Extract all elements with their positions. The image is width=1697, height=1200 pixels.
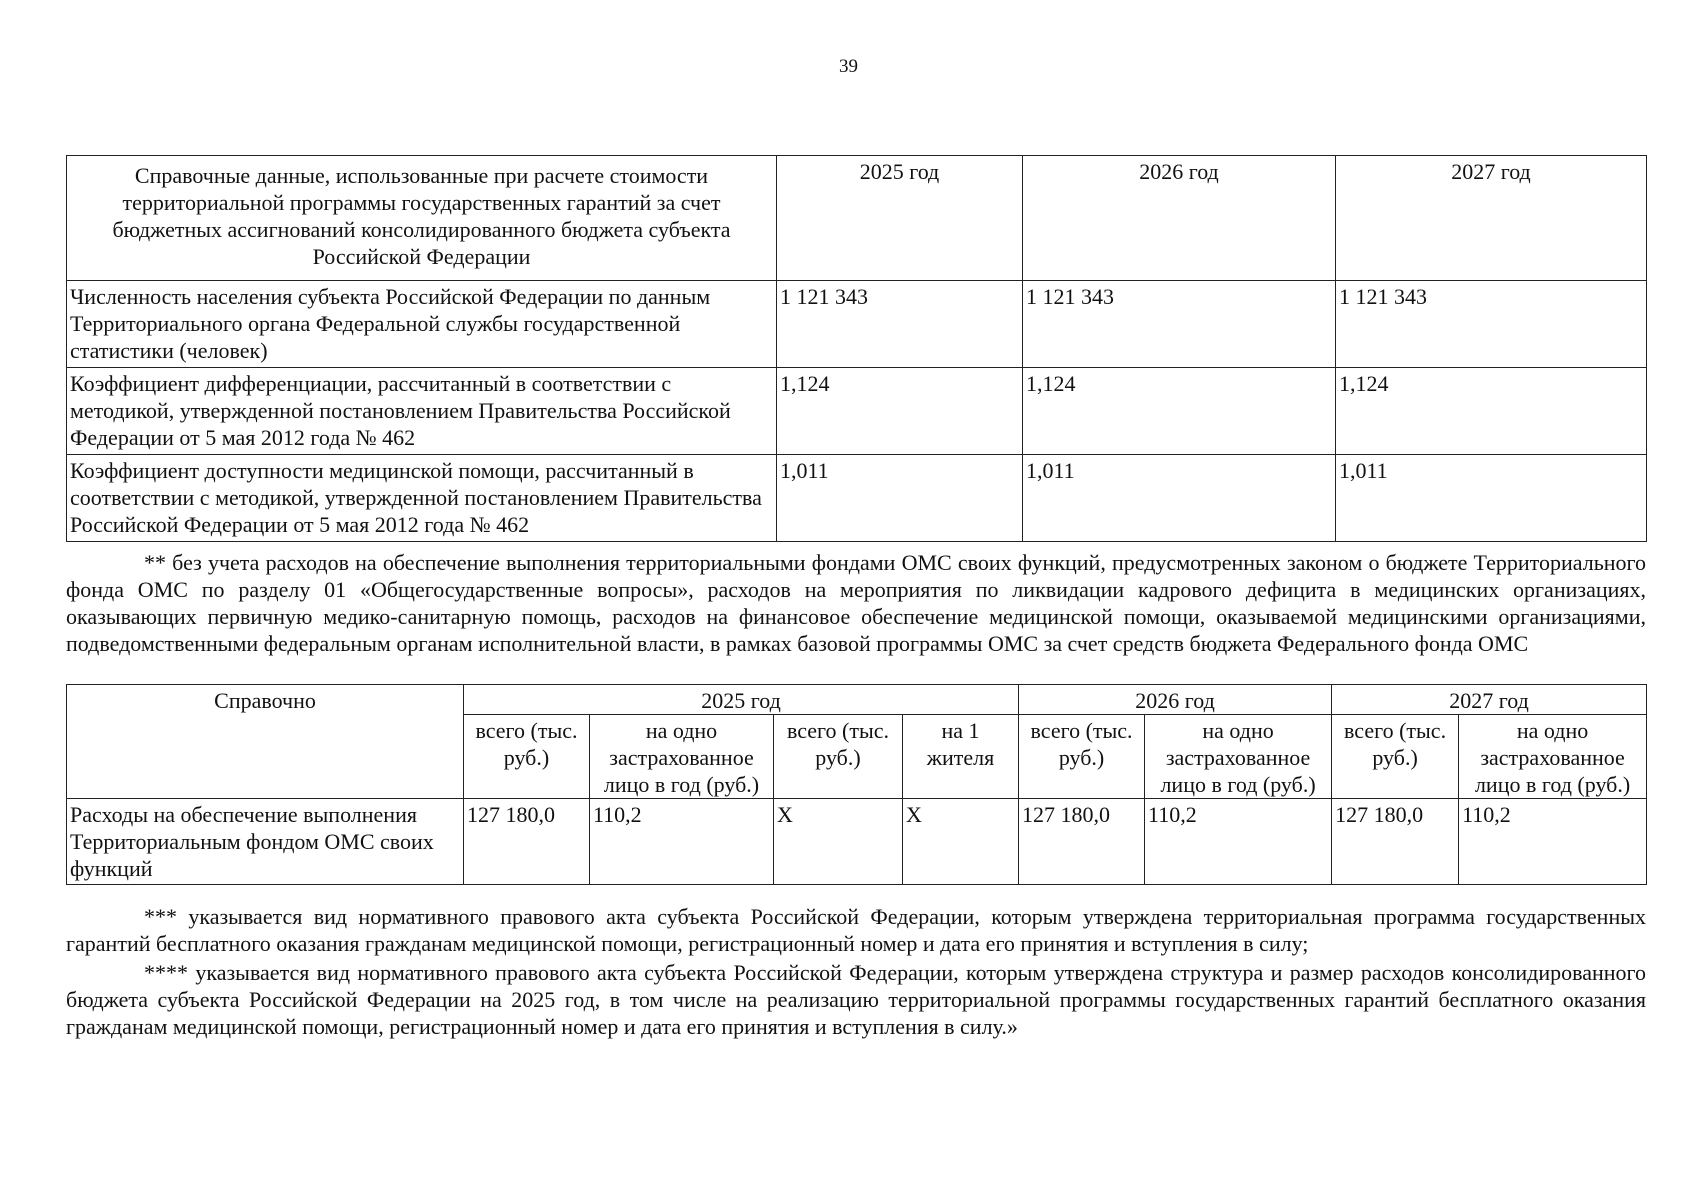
footnote-triple-asterisk: *** указывается вид нормативного правового акта субъекта Российской Федерации, которым утверждена территориальная программа государственных гарантий бесплатного оказания гражданам медицинской помощи, регистрационный номер и дата его принятия и вступления в силу; <box>66 904 1646 956</box>
cell-value: 1,011 <box>777 455 1023 542</box>
header-reference-data: Справочные данные, использованные при расчете стоимости территориальной программы государственных гарантий за счет бюджетных ассигнований консолидированного бюджета субъекта Российской Федерации <box>67 156 777 281</box>
row-label-accessibility: Коэффициент доступности медицинской помощи, рассчитанный в соответствии с методикой, утвержденной постановлением Правительства Российской Федерации от 5 мая 2012 года № 462 <box>67 455 777 542</box>
cell-value: 127 180,0 <box>1332 799 1459 885</box>
row-label-differentiation: Коэффициент дифференциации, рассчитанный в соответствии с методикой, утвержденной постановлением Правительства Российской Федерации от 5 мая 2012 года № 462 <box>67 368 777 455</box>
cell-value: 1,011 <box>1336 455 1647 542</box>
cell-value: 1 121 343 <box>1336 281 1647 368</box>
cell-value: 110,2 <box>1459 799 1647 885</box>
subheader-total: всего (тыс. руб.) <box>464 715 590 799</box>
table-header-row <box>67 685 1647 715</box>
subheader-per-resident: на 1 жителя <box>903 715 1019 799</box>
subheader-per-insured: на одно застрахованное лицо в год (руб.) <box>590 715 774 799</box>
cell-value: 110,2 <box>590 799 774 885</box>
header-year-2025: 2025 год <box>464 685 1019 715</box>
header-year-2027: 2027 год <box>1332 685 1647 715</box>
subheader-per-insured: на одно застрахованное лицо в год (руб.) <box>1459 715 1647 799</box>
cell-value: 1 121 343 <box>777 281 1023 368</box>
page-number: 39 <box>839 56 858 77</box>
footnote-double-asterisk: ** без учета расходов на обеспечение выполнения территориальными фондами ОМС своих функций, предусмотренных законом о бюджете Территориального фонда ОМС по разделу 01 «Общегосударственные вопросы», расходов на мероприятия по ликвидации кадрового дефицита в медицинских организациях, оказывающих первичную медико-санитарную помощь, расходов на финансовое обеспечение медицинской помощи, оказываемой медицинскими организациями, подведомственными федеральным органам исполнительной власти, в рамках базовой программы ОМС за счет средств бюджета Федерального фонда ОМС <box>66 550 1646 656</box>
table-row <box>67 368 1647 455</box>
footnote-quadruple-asterisk: **** указывается вид нормативного правового акта субъекта Российской Федерации, которым утверждена структура и размер расходов консолидированного бюджета субъекта Российской Федерации на 2025 год, в том числе на реализацию территориальной программы государственных гарантий бесплатного оказания гражданам медицинской помощи, регистрационный номер и дата его принятия и вступления в силу.» <box>66 960 1646 1039</box>
subheader-total: всего (тыс. руб.) <box>774 715 903 799</box>
table-row <box>67 799 1647 885</box>
cell-value: 1 121 343 <box>1023 281 1336 368</box>
cell-value: 110,2 <box>1145 799 1332 885</box>
cell-value: Х <box>774 799 903 885</box>
cell-value: 1,124 <box>1023 368 1336 455</box>
subheader-total: всего (тыс. руб.) <box>1332 715 1459 799</box>
subheader-per-insured: на одно застрахованное лицо в год (руб.) <box>1145 715 1332 799</box>
table-header-row <box>67 156 1647 281</box>
cell-value: 1,124 <box>1336 368 1647 455</box>
cell-value: 1,011 <box>1023 455 1336 542</box>
header-year-2026: 2026 год <box>1019 685 1332 715</box>
reference-data-table <box>66 155 1647 542</box>
table-row <box>67 281 1647 368</box>
row-label-oms-expenses: Расходы на обеспечение выполнения Территориальным фондом ОМС своих функций <box>67 799 464 885</box>
cell-value: 1,124 <box>777 368 1023 455</box>
header-reference: Справочно <box>67 685 464 799</box>
header-year-2027: 2027 год <box>1336 156 1647 281</box>
oms-expenses-table <box>66 684 1647 885</box>
table-row <box>67 455 1647 542</box>
cell-value: Х <box>903 799 1019 885</box>
header-year-2026: 2026 год <box>1023 156 1336 281</box>
header-year-2025: 2025 год <box>777 156 1023 281</box>
cell-value: 127 180,0 <box>1019 799 1145 885</box>
subheader-total: всего (тыс. руб.) <box>1019 715 1145 799</box>
cell-value: 127 180,0 <box>464 799 590 885</box>
row-label-population: Численность населения субъекта Российской Федерации по данным Территориального органа Федеральной службы государственной статистики (человек) <box>67 281 777 368</box>
